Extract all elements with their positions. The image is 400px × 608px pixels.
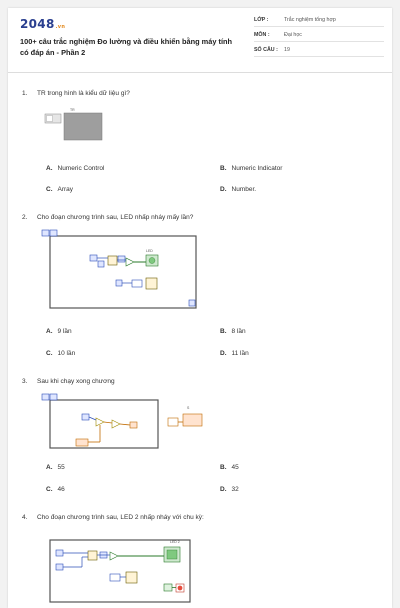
wait-constant: [116, 280, 122, 286]
option-text: 45: [231, 464, 239, 471]
option-a[interactable]: [46, 464, 65, 471]
stop-control: [164, 584, 172, 591]
question-number: 4.: [22, 514, 28, 521]
question-text: Cho đoạn chương trình sau, LED nhấp nháy mấy lần?: [37, 214, 194, 221]
figure-label: LED 2: [170, 540, 180, 544]
figure-label: TR: [70, 108, 75, 112]
loop-n-terminal: [50, 394, 57, 400]
option-key: D.: [220, 186, 227, 193]
option-text: 46: [57, 486, 65, 493]
option-key: C.: [46, 486, 53, 493]
loop-iteration-terminal: [189, 300, 195, 306]
output-terminal: [168, 418, 178, 426]
option-key: D.: [220, 486, 227, 493]
option-c[interactable]: [46, 350, 75, 357]
question-text: Sau khi chạy xong chương: [37, 378, 115, 385]
question-4: [22, 514, 204, 521]
option-key: B.: [220, 165, 227, 172]
option-text: 9 lần: [57, 328, 72, 335]
option-a[interactable]: [46, 165, 104, 172]
question-3-figure: [40, 392, 210, 452]
meta-row-subject: [254, 29, 384, 42]
iteration-terminal: [82, 414, 89, 420]
index-spin-icon: [47, 116, 53, 122]
option-key: C.: [46, 350, 53, 357]
page-header: [8, 8, 392, 73]
option-text: Number.: [231, 186, 257, 193]
option-d[interactable]: [220, 186, 256, 193]
meta-info: [254, 14, 384, 59]
option-text: 55: [57, 464, 65, 471]
meta-row-count: [254, 44, 384, 57]
meta-label: MÔN :: [254, 32, 270, 38]
numeric-constant: [118, 256, 125, 262]
question-2-figure: [40, 228, 200, 310]
option-text: 11 lần: [231, 350, 249, 357]
page-title: 100+ câu trắc nghiệm Đo lường và điều khiển bằng máy tính có đáp án - Phần 2: [20, 37, 233, 57]
option-key: C.: [46, 186, 53, 193]
meta-label: LỚP :: [254, 17, 269, 23]
constant-terminal: [56, 564, 63, 570]
question-4-figure: [46, 534, 196, 604]
option-text: 32: [231, 486, 239, 493]
question-1-figure: [44, 104, 106, 144]
question-number: 2.: [22, 214, 28, 221]
initial-value: [76, 439, 88, 446]
meta-value: Trắc nghiệm tổng hợp: [284, 17, 336, 23]
for-loop-frame: [50, 400, 158, 448]
figure-label: LED: [146, 249, 153, 253]
site-logo[interactable]: [20, 17, 65, 31]
logo-text: 2048: [20, 17, 55, 31]
iteration-terminal: [56, 550, 63, 556]
option-key: D.: [220, 350, 227, 357]
option-a[interactable]: [46, 328, 72, 335]
loop-count-terminal: [42, 230, 49, 236]
option-text: 8 lần: [231, 328, 246, 335]
iteration-terminal: [90, 255, 97, 261]
logo-suffix: .vn: [55, 24, 66, 30]
wait-constant-value: [110, 574, 120, 581]
option-b[interactable]: [220, 165, 282, 172]
question-3: [22, 378, 115, 385]
numeric-indicator-s: [183, 414, 202, 426]
option-key: A.: [46, 165, 53, 172]
quotient-node: [108, 256, 117, 265]
loop-count-terminal: [42, 394, 49, 400]
exam-sheet: [8, 8, 392, 608]
meta-label: SỐ CÂU :: [254, 47, 278, 53]
option-b[interactable]: [220, 464, 239, 471]
wait-constant-value: [132, 280, 142, 287]
meta-value: 19: [284, 47, 290, 53]
option-key: B.: [220, 464, 227, 471]
meta-value: Đại học: [284, 32, 302, 38]
question-2: [22, 214, 193, 221]
option-c[interactable]: [46, 186, 73, 193]
option-b[interactable]: [220, 328, 246, 335]
wait-timer-icon: [146, 278, 157, 289]
option-text: Numeric Indicator: [231, 165, 283, 172]
option-d[interactable]: [220, 486, 239, 493]
loop-n-terminal: [50, 230, 57, 236]
question-1: [22, 90, 130, 97]
option-text: Numeric Control: [57, 165, 105, 172]
for-loop-frame: [50, 236, 196, 308]
option-text: 10 lần: [57, 350, 76, 357]
option-key: A.: [46, 328, 53, 335]
constant-terminal: [98, 261, 104, 267]
option-text: Array: [57, 186, 74, 193]
option-key: B.: [220, 328, 227, 335]
option-d[interactable]: [220, 350, 249, 357]
quotient-node: [88, 551, 97, 560]
option-key: A.: [46, 464, 53, 471]
question-number: 3.: [22, 378, 28, 385]
question-text: Cho đoạn chương trình sau, LED 2 nhấp nháy với chu kỳ:: [37, 514, 204, 521]
figure-label: S: [187, 406, 190, 410]
array-element-box: [64, 113, 102, 140]
question-text: TR trong hình là kiểu dữ liệu gì?: [37, 90, 130, 97]
option-c[interactable]: [46, 486, 65, 493]
question-number: 1.: [22, 90, 28, 97]
shift-register: [130, 422, 137, 428]
meta-row-class: [254, 14, 384, 27]
wait-timer-icon: [126, 572, 137, 583]
